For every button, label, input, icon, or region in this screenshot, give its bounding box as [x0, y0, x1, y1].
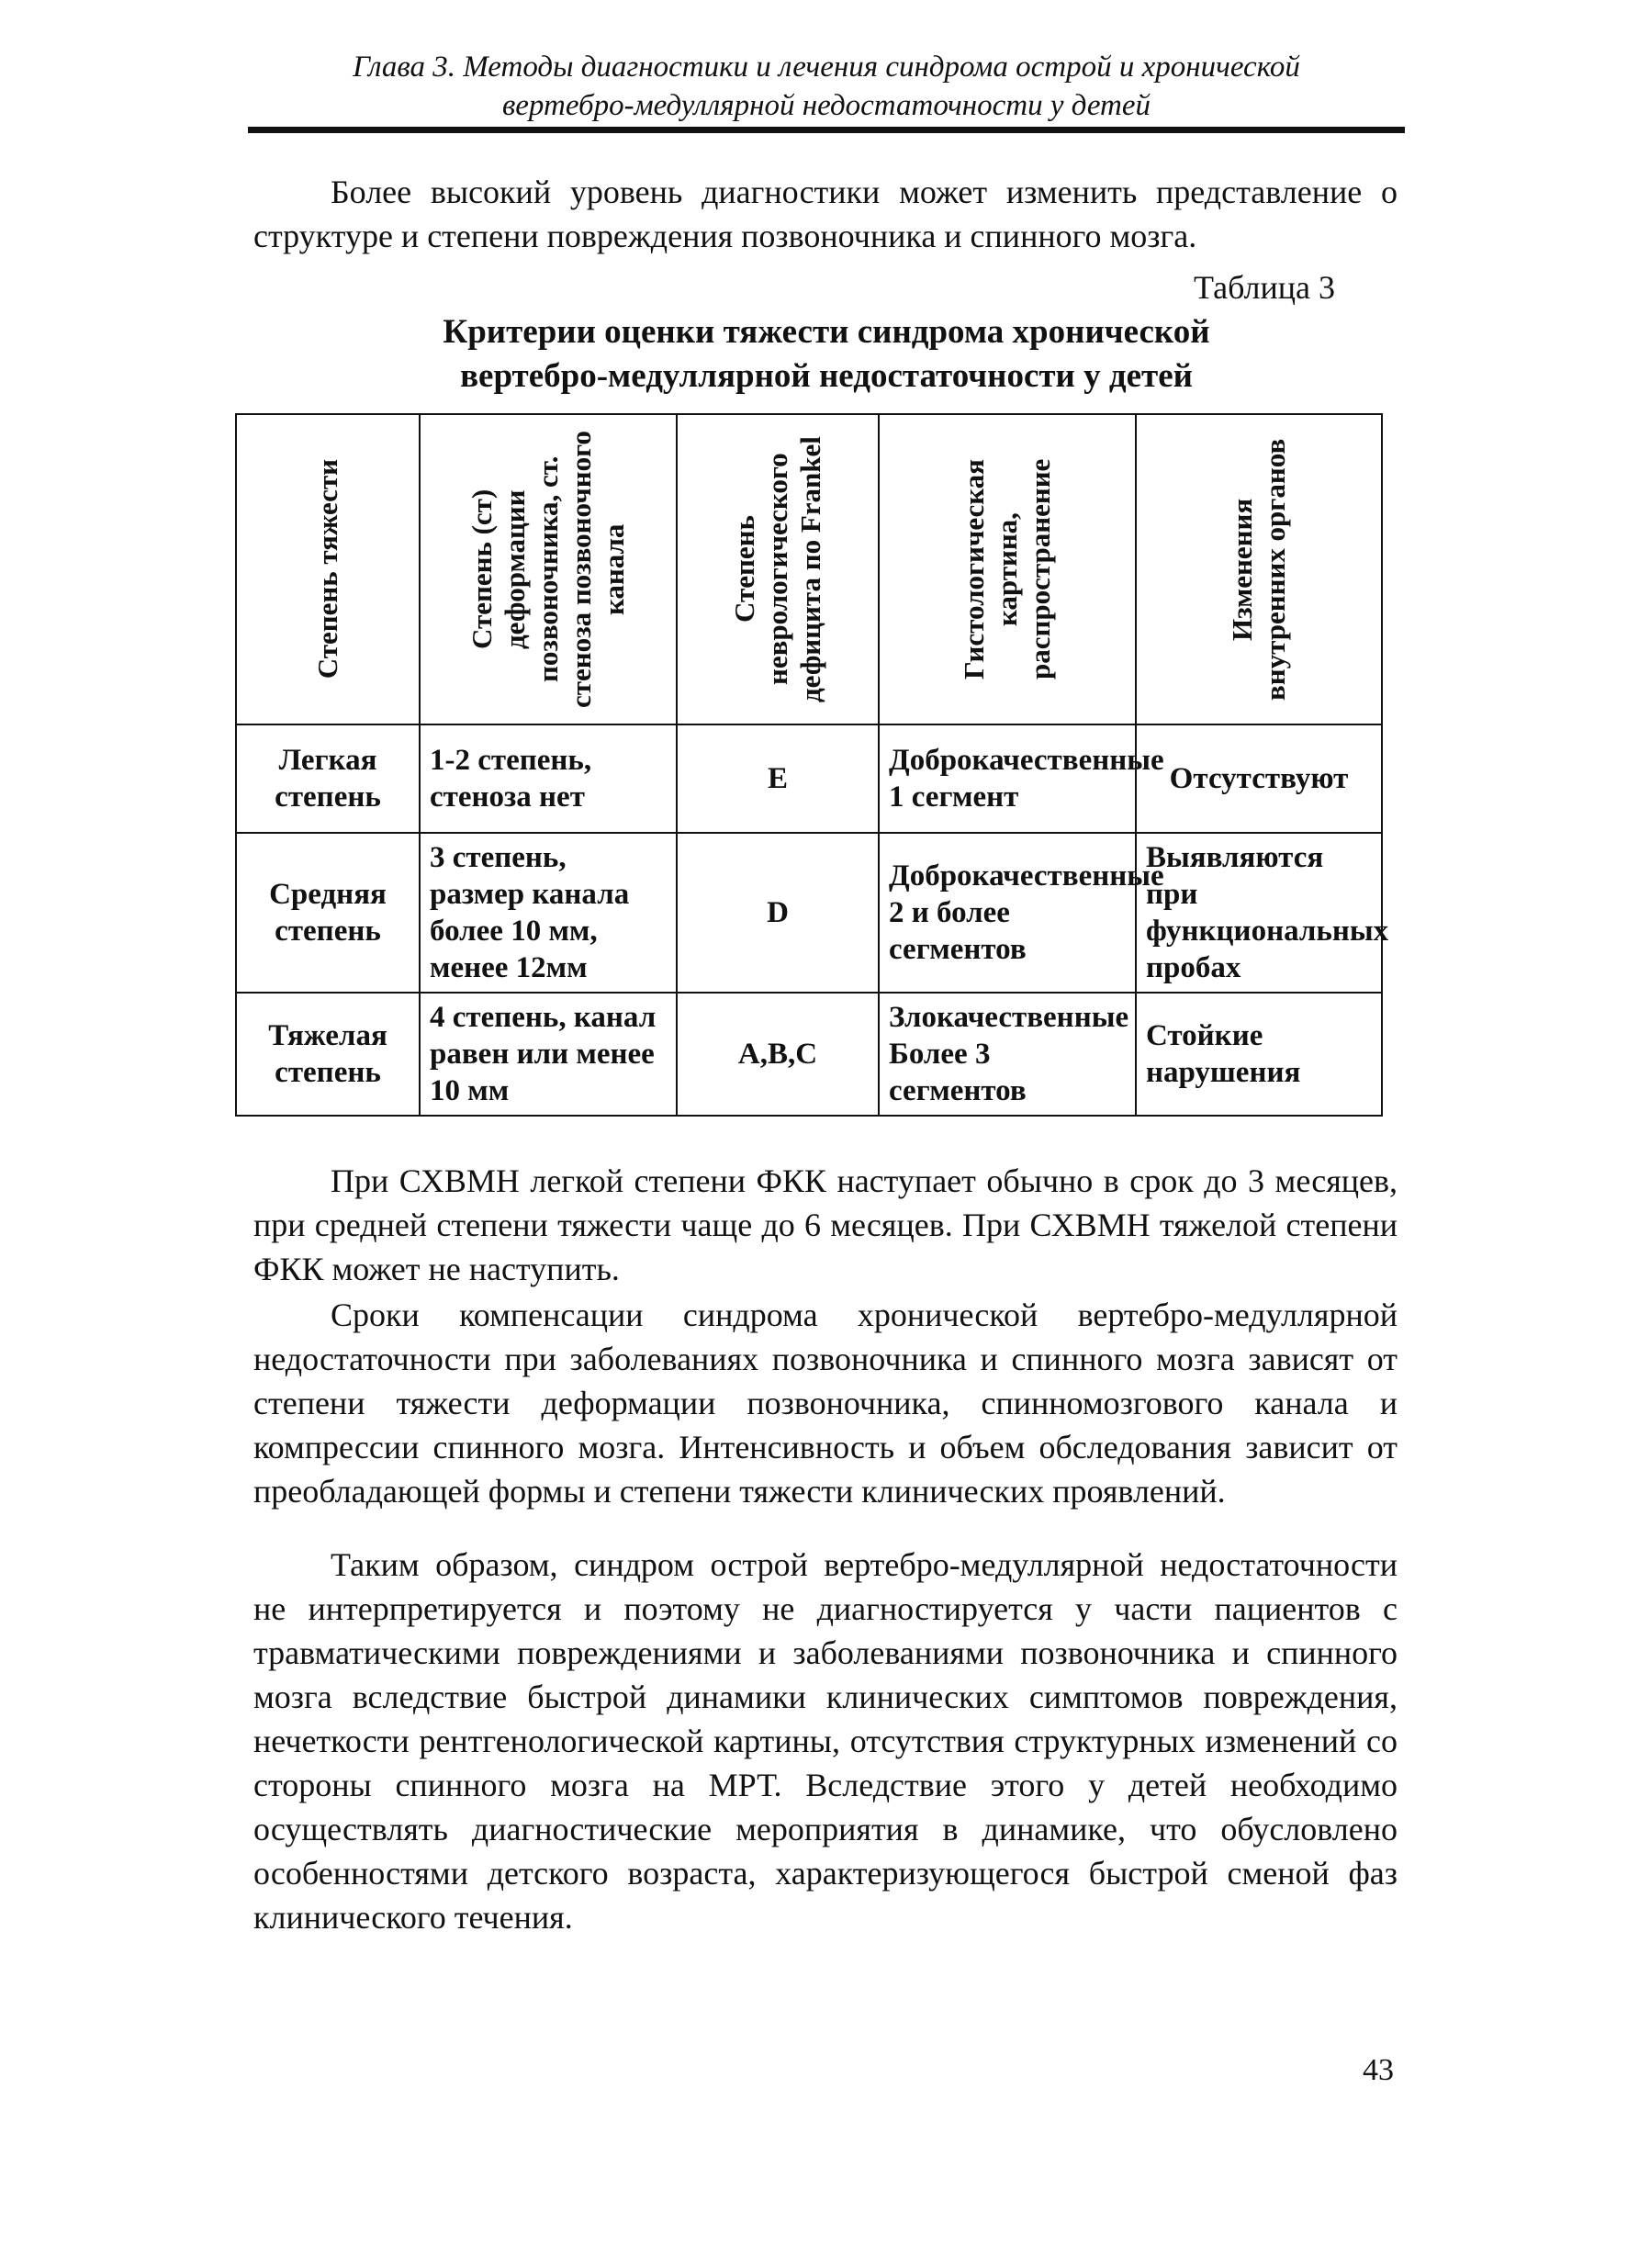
body-paragraph: Таким образом, синдром острой вертебро-медуллярной недостаточности не интерпретируется и поэтому не диагностируется у части пациентов с травматическими повреждениями и заболеваниями позвоночника и спинного мозга вследствие быстрой динамики клинических симптомов повреждения, нечеткости рентгенологической картины, отсутствия структурных изменений со стороны спинного мозга на МРТ. Вследствие этого у детей необходимо осуществлять диагностические мероприятия в динамике, что обусловлено особенностями детского возраста, характеризующегося быстрой сменой фаз клинического течения. — [253, 1546, 1398, 1936]
table-cell: Стойкие нарушения — [1136, 993, 1382, 1116]
table-cell: Выявляются при функциональных пробах — [1136, 833, 1382, 993]
body-paragraph: Сроки компенсации синдрома хронической вертебро-медуллярной недостаточности при заболеваниях позвоночника и спинного мозга зависят от степени тяжести деформации позвоночника, спинномозгового канала и компрессии спинного мозга. Интенсивность и объем обследования зависит от преобладающей формы и степени тяжести клинических проявлений. — [253, 1297, 1398, 1510]
column-header-text: Степень неврологического дефицита по Frankel — [728, 436, 826, 702]
column-header — [879, 414, 1136, 724]
table-cell: Легкая степень — [236, 724, 420, 833]
table-header-row — [236, 414, 1382, 724]
body-paragraph: При СХВМН легкой степени ФКК наступает обычно в срок до 3 месяцев, при средней степени тяжести чаще до 6 месяцев. При СХВМН тяжелой степени ФКК может не наступить. — [253, 1162, 1398, 1287]
table-cell: E — [677, 724, 879, 833]
table-cell: Тяжелая степень — [236, 993, 420, 1116]
column-header-text: Степень тяжести — [311, 459, 343, 679]
column-header-text: Степень (ст) деформации позвоночника, ст. стеноза позвоночного канала — [466, 431, 630, 708]
table-cell: Доброкачественные 2 и более сегментов — [879, 833, 1136, 993]
table-cell: 3 степень, размер канала более 10 мм, менее 12мм — [420, 833, 677, 993]
table-cell: Доброкачественные 1 сегмент — [879, 724, 1136, 833]
column-header — [677, 414, 879, 724]
page-number: 43 — [1363, 2053, 1394, 2087]
table-row — [236, 993, 1382, 1116]
table-cell: 1-2 степень, стеноза нет — [420, 724, 677, 833]
header-rule — [248, 127, 1405, 133]
table-row — [236, 833, 1382, 993]
column-header-text: Изменения внутренних органов — [1226, 438, 1291, 701]
table-cell: A,B,C — [677, 993, 879, 1116]
table-label: Таблица 3 — [1194, 269, 1335, 306]
column-header-text: Гистологическая картина, распространение — [958, 458, 1056, 680]
intro-paragraph: Более высокий уровень диагностики может изменить представление о структуре и степени повреждения позвоночника и спинного мозга. — [253, 174, 1398, 254]
table-cell: Злокачественные Более 3 сегментов — [879, 993, 1136, 1116]
running-header — [248, 48, 1405, 125]
column-header — [236, 414, 420, 724]
column-header — [1136, 414, 1382, 724]
table-title: Критерии оценки тяжести синдрома хронической вертебро-медуллярной недостаточности у детей — [443, 313, 1210, 395]
running-header-line-2: вертебро-медуллярной недостаточности у детей — [501, 89, 1151, 122]
table-cell: 4 степень, канал равен или менее 10 мм — [420, 993, 677, 1116]
table-row — [236, 724, 1382, 833]
column-header — [420, 414, 677, 724]
table-cell: D — [677, 833, 879, 993]
criteria-table — [235, 413, 1389, 1117]
running-header-line-1: Глава 3. Методы диагностики и лечения синдрома острой и хронической — [353, 51, 1300, 84]
table-cell: Средняя степень — [236, 833, 420, 993]
table-cell: Отсутствуют — [1136, 724, 1382, 833]
